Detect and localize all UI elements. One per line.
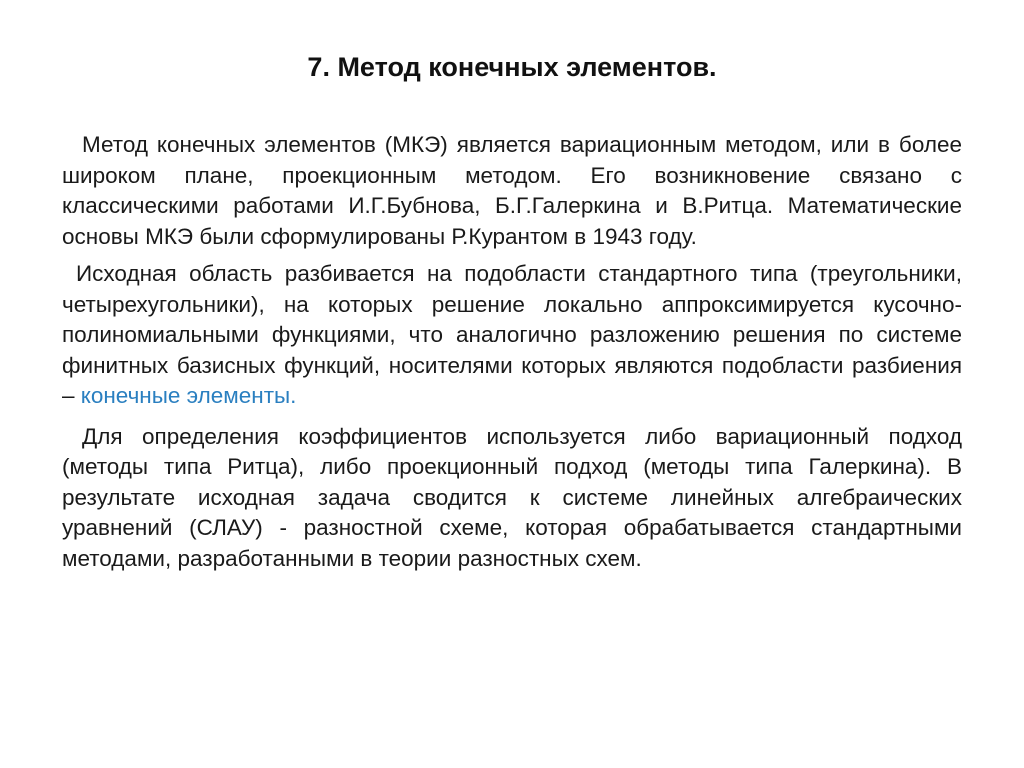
paragraph-intro: Метод конечных элементов (МКЭ) является вариационным методом, или в более широком плане, проекционным методом. Его возникновение связано с классическими работами И.Г.Бубнова, Б.Г.Галеркина и В.Ритца. Математические основы МКЭ были сформулированы Р.Курантом в 1943 году. [62, 132, 962, 249]
highlight-finite-elements: конечные элементы. [80, 383, 297, 408]
paragraph-domain-partition [62, 259, 962, 412]
paragraph-domain-partition-text: Исходная область разбивается на подобласти стандартного типа (треугольники, четырехугольники), на которых решение локально аппроксимируется кусочно-полиномиальными функциями, что аналогично разложению решения по системе финитных базисных функций, носителями которых являются подобласти разбиения – [62, 261, 962, 408]
paragraph-coefficients: Для определения коэффициентов используется либо вариационный подход (методы типа Ритца), либо проекционный подход (методы типа Галеркина). В результате исходная задача сводится к системе линейных алгебраических уравнений (СЛАУ) - разностной схеме, которая обрабатывается стандартными методами, разработанными в теории разностных схем. [62, 423, 962, 571]
slide-body [62, 130, 962, 574]
slide-title: 7. Метод конечных элементов. [307, 52, 717, 82]
